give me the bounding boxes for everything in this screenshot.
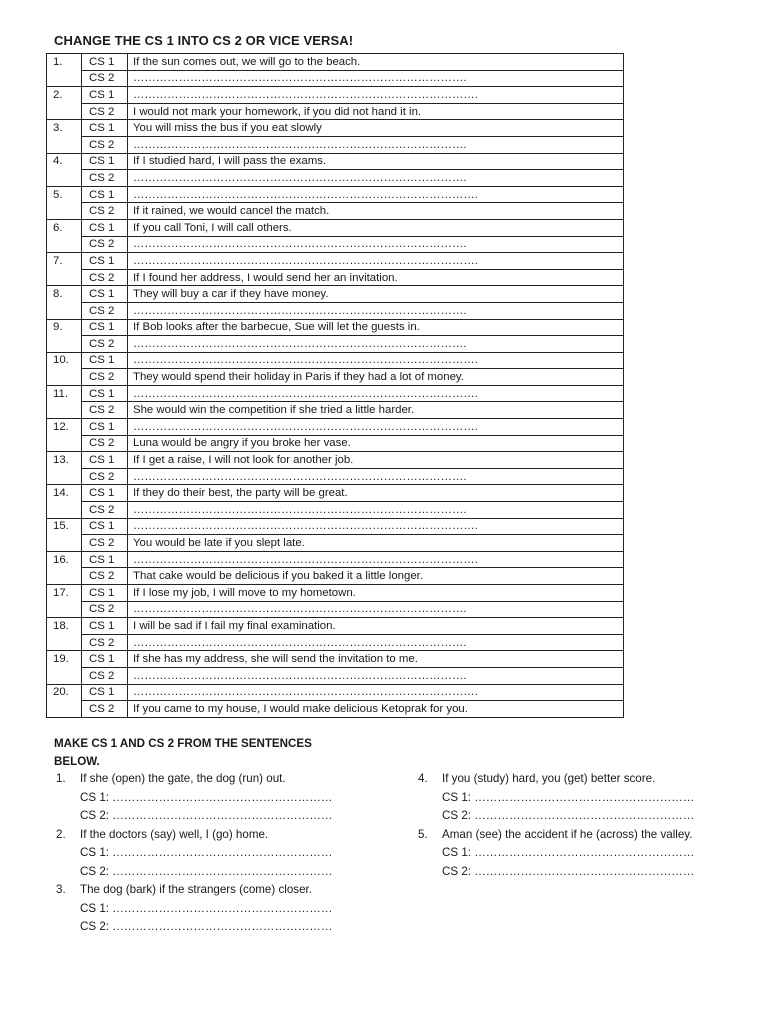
exercise-item [418,770,718,789]
cs1-sentence: ………………………………………………………………………………. [128,253,624,270]
exercise-column-left [56,770,376,937]
table-row [47,286,624,303]
cs-label: CS 1 [82,452,128,469]
table-row [47,601,624,618]
cs1-answer-line: CS 1: ………………………………………………… [80,846,333,859]
exercise-text: Aman (see) the accident if he (across) the valley. [442,827,693,841]
cs-label: CS 1 [82,120,128,137]
cs1-sentence: ………………………………………………………………………………. [128,87,624,104]
cs1-sentence: ………………………………………………………………………………. [128,186,624,203]
table-row [47,502,624,519]
cs1-sentence: If Bob looks after the barbecue, Sue will let the guests in. [128,319,624,336]
cs2-sentence: She would win the competition if she tried a little harder. [128,402,624,419]
item-number: 1. [47,54,82,71]
item-number [47,302,82,319]
cs-label: CS 2 [82,236,128,253]
cs2-answer-line: CS 2: ………………………………………………… [80,864,333,878]
table-row [47,452,624,469]
exercise-number: 2. [56,827,66,841]
cs-label: CS 1 [82,618,128,635]
item-number [47,568,82,585]
cs-label: CS 2 [82,170,128,187]
item-number [47,70,82,87]
cs1-sentence: ………………………………………………………………………………. [128,385,624,402]
exercise-text: If the doctors (say) well, I (go) home. [80,827,269,841]
table-row [47,701,624,718]
table-row [47,535,624,552]
cs-label: CS 1 [82,485,128,502]
table-row [47,585,624,602]
cs-label: CS 2 [82,369,128,386]
item-number [47,136,82,153]
cs2-sentence: If it rained, we would cancel the match. [128,203,624,220]
exercise-item [56,826,376,845]
cs1-sentence: ………………………………………………………………………………. [128,551,624,568]
cs-label: CS 2 [82,601,128,618]
item-number: 10. [47,352,82,369]
conditional-sentence-table [46,53,624,718]
item-number: 4. [47,153,82,170]
item-number: 7. [47,253,82,270]
cs-label: CS 1 [82,186,128,203]
cs1-sentence: If I get a raise, I will not look for another job. [128,452,624,469]
cs1-answer-line: CS 1: ………………………………………………… [442,790,695,804]
item-number [47,535,82,552]
table-row [47,551,624,568]
cs1-sentence: I will be sad if I fail my final examination. [128,618,624,635]
cs-label: CS 2 [82,701,128,718]
table-row [47,518,624,535]
table-row [47,253,624,270]
cs2-sentence: ……………………………………………………………………………. [128,336,624,353]
table-row [47,103,624,120]
item-number [47,601,82,618]
exercise-text: If she (open) the gate, the dog (run) out. [80,772,286,785]
exercise-number: 5. [418,827,428,841]
worksheet-title: CHANGE THE CS 1 INTO CS 2 OR VICE VERSA! [54,33,354,48]
cs-label: CS 2 [82,535,128,552]
cs-label: CS 1 [82,153,128,170]
table-row [47,203,624,220]
cs-label: CS 1 [82,585,128,602]
item-number [47,203,82,220]
cs2-answer-line: CS 2: ………………………………………………… [80,809,333,822]
item-number: 3. [47,120,82,137]
cs2-sentence: You would be late if you slept late. [128,535,624,552]
table-row [47,136,624,153]
cs-label: CS 2 [82,634,128,651]
cs-label: CS 1 [82,551,128,568]
cs1-sentence: If they do their best, the party will be great. [128,485,624,502]
item-number: 11. [47,385,82,402]
cs2-sentence: ……………………………………………………………………………. [128,302,624,319]
cs1-sentence: They will buy a car if they have money. [128,286,624,303]
cs2-sentence: ……………………………………………………………………………. [128,502,624,519]
cs-label: CS 1 [82,319,128,336]
table-row [47,435,624,452]
table-row [47,236,624,253]
table-row [47,385,624,402]
cs2-sentence: If you came to my house, I would make delicious Ketoprak for you. [128,701,624,718]
cs2-sentence: ……………………………………………………………………………. [128,667,624,684]
cs-label: CS 2 [82,336,128,353]
cs2-sentence: That cake would be delicious if you baked it a little longer. [128,568,624,585]
cs2-answer-line: CS 2: ………………………………………………… [442,864,695,878]
cs-label: CS 1 [82,385,128,402]
table-row [47,667,624,684]
cs2-sentence: ……………………………………………………………………………. [128,70,624,87]
cs2-sentence: ……………………………………………………………………………. [128,170,624,187]
exercise-item [56,881,376,900]
table-row [47,87,624,104]
exercise-item [56,770,376,789]
table-row [47,54,624,71]
cs1-sentence: You will miss the bus if you eat slowly [128,120,624,137]
table-row [47,402,624,419]
item-number: 2. [47,87,82,104]
table-row [47,120,624,137]
table-row [47,319,624,336]
item-number: 16. [47,551,82,568]
item-number: 15. [47,518,82,535]
item-number: 18. [47,618,82,635]
cs-label: CS 1 [82,419,128,436]
cs2-sentence: They would spend their holiday in Paris if they had a lot of money. [128,369,624,386]
table-row [47,684,624,701]
cs2-sentence: ……………………………………………………………………………. [128,236,624,253]
item-number [47,502,82,519]
item-number [47,236,82,253]
item-number [47,369,82,386]
item-number [47,170,82,187]
cs2-sentence: ……………………………………………………………………………. [128,136,624,153]
item-number [47,634,82,651]
item-number: 12. [47,419,82,436]
item-number [47,667,82,684]
item-number: 19. [47,651,82,668]
exercise-item [418,826,718,845]
cs-label: CS 1 [82,87,128,104]
cs2-answer-line: CS 2: ………………………………………………… [442,809,695,822]
cs1-sentence: ………………………………………………………………………………. [128,352,624,369]
table-row [47,186,624,203]
cs-label: CS 2 [82,203,128,220]
cs1-sentence: ………………………………………………………………………………. [128,684,624,701]
exercise-text: The dog (bark) if the strangers (come) closer. [80,883,312,896]
section-two-title: MAKE CS 1 AND CS 2 FROM THE SENTENCES BELOW. [54,737,312,768]
table-row [47,153,624,170]
item-number: 20. [47,684,82,701]
cs-label: CS 1 [82,651,128,668]
table-row [47,618,624,635]
table-row [47,170,624,187]
table-row [47,352,624,369]
cs-label: CS 1 [82,253,128,270]
table-row [47,634,624,651]
table-row [47,651,624,668]
cs1-sentence: If I lose my job, I will move to my hometown. [128,585,624,602]
cs-label: CS 2 [82,667,128,684]
item-number: 9. [47,319,82,336]
item-number: 5. [47,186,82,203]
cs2-sentence: ……………………………………………………………………………. [128,634,624,651]
exercise-number: 1. [56,772,66,785]
cs-label: CS 1 [82,286,128,303]
exercise-number: 3. [56,883,66,896]
cs-label: CS 2 [82,435,128,452]
cs-label: CS 1 [82,54,128,71]
cs2-answer-line: CS 2: ………………………………………………… [80,920,333,933]
cs-label: CS 2 [82,502,128,519]
item-number: 8. [47,286,82,303]
cs2-sentence: Luna would be angry if you broke her vase. [128,435,624,452]
cs-label: CS 1 [82,219,128,236]
cs1-sentence: ………………………………………………………………………………. [128,419,624,436]
item-number [47,402,82,419]
cs-label: CS 2 [82,302,128,319]
cs1-sentence: If you call Toni, I will call others. [128,219,624,236]
item-number [47,103,82,120]
item-number: 17. [47,585,82,602]
cs-label: CS 1 [82,518,128,535]
cs-label: CS 2 [82,568,128,585]
table-row [47,568,624,585]
item-number [47,435,82,452]
table-row [47,419,624,436]
cs2-sentence: ……………………………………………………………………………. [128,468,624,485]
table-row [47,269,624,286]
table-row [47,219,624,236]
exercise-number: 4. [418,772,428,785]
table-row [47,485,624,502]
item-number: 14. [47,485,82,502]
table-row [47,302,624,319]
item-number [47,336,82,353]
cs2-sentence: ……………………………………………………………………………. [128,601,624,618]
cs1-answer-line: CS 1: ………………………………………………… [80,790,333,804]
cs-label: CS 1 [82,684,128,701]
cs-label: CS 2 [82,402,128,419]
table-row [47,70,624,87]
table-row [47,369,624,386]
item-number: 13. [47,452,82,469]
item-number [47,701,82,718]
cs1-answer-line: CS 1: ………………………………………………… [80,901,333,915]
item-number: 6. [47,219,82,236]
cs1-sentence: If I studied hard, I will pass the exams. [128,153,624,170]
item-number [47,468,82,485]
cs-label: CS 1 [82,352,128,369]
table-row [47,468,624,485]
cs-label: CS 2 [82,70,128,87]
cs1-sentence: ………………………………………………………………………………. [128,518,624,535]
item-number [47,269,82,286]
cs-label: CS 2 [82,103,128,120]
cs2-sentence: I would not mark your homework, if you did not hand it in. [128,103,624,120]
table-row [47,336,624,353]
cs1-sentence: If she has my address, she will send the invitation to me. [128,651,624,668]
cs-label: CS 2 [82,468,128,485]
cs-label: CS 2 [82,136,128,153]
cs1-sentence: If the sun comes out, we will go to the beach. [128,54,624,71]
cs2-sentence: If I found her address, I would send her an invitation. [128,269,624,286]
cs-label: CS 2 [82,269,128,286]
exercise-text: If you (study) hard, you (get) better score. [442,772,656,785]
exercise-column-right [418,770,718,881]
cs1-answer-line: CS 1: ………………………………………………… [442,846,695,859]
